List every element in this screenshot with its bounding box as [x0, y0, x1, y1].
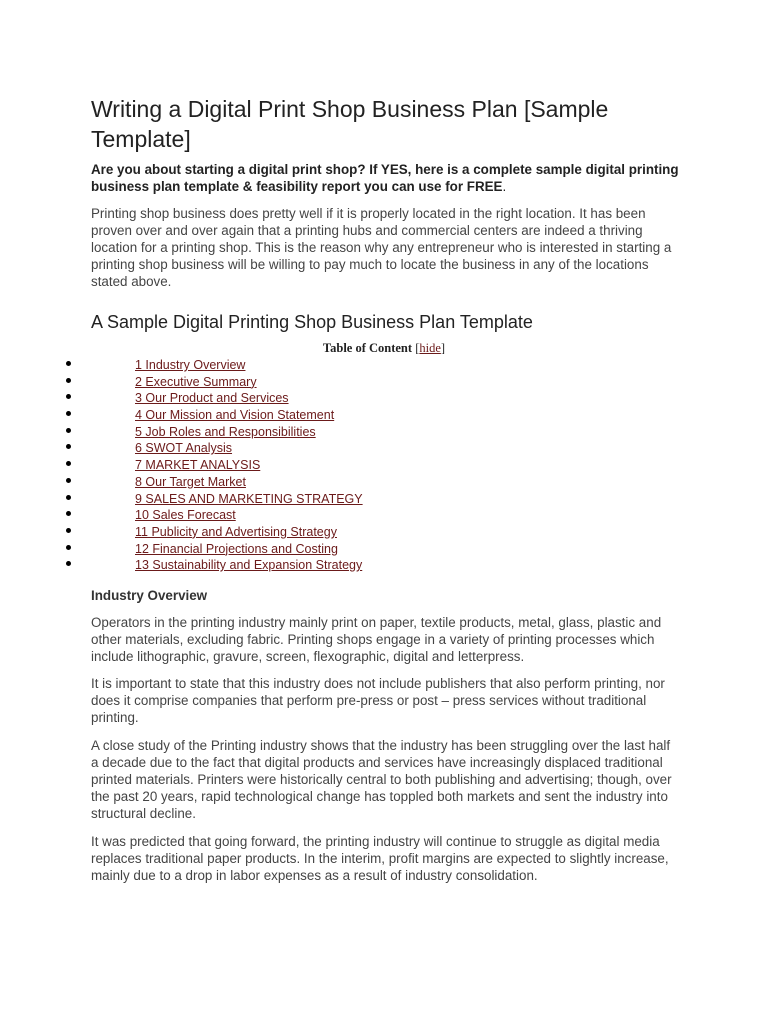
bullet-icon	[66, 394, 71, 399]
industry-paragraph-2: It is important to state that this industry does not include publishers that also perform printing, nor does it comprise companies that perform pre-press or post – press services without traditional printing.	[91, 676, 665, 725]
bullet-icon	[66, 444, 71, 449]
industry-paragraph-1: Operators in the printing industry mainly print on paper, textile products, metal, glass, plastic and other materials, excluding fabric. Printing shops engage in a variety of printing processes which include lithographic, gravure, screen, flexographic, digital and letterpress.	[91, 615, 662, 664]
toc-link[interactable]: 4 Our Mission and Vision Statement	[135, 408, 335, 423]
toc-link[interactable]: 3 Our Product and Services	[135, 391, 289, 406]
toc-hide-link[interactable]: hide	[419, 341, 441, 355]
toc-link[interactable]: 13 Sustainability and Expansion Strategy	[135, 558, 363, 573]
toc-title	[0, 341, 768, 356]
toc-link[interactable]: 6 SWOT Analysis	[135, 441, 233, 456]
toc-link[interactable]: 11 Publicity and Advertising Strategy	[135, 524, 337, 539]
toc-link[interactable]: 8 Our Target Market	[135, 474, 246, 489]
toc-link[interactable]: 5 Job Roles and Responsibilities	[135, 424, 316, 439]
toc-link[interactable]: 12 Financial Projections and Costing	[135, 541, 338, 556]
bullet-icon	[66, 528, 71, 533]
intro-body-paragraph: Printing shop business does pretty well if it is properly located in the right location. It has been proven over and over again that a printing hubs and commercial centers are indeed a thriving location for a printing shop. This is the reason why any entrepreneur who is interested in starting a printing shop business will be willing to pay much to locate the business in any of the locations stated above.	[91, 206, 672, 289]
bullet-icon	[66, 361, 71, 366]
section-title: A Sample Digital Printing Shop Business Plan Template	[91, 312, 533, 332]
toc-link[interactable]: 1 Industry Overview	[135, 358, 246, 372]
bullet-icon	[66, 495, 71, 500]
industry-paragraph-3: A close study of the Printing industry shows that the industry has been struggling over the last half a decade due to the fact that digital products and services have increasingly displaced traditional printed materials. Printers were historically central to both publishing and advertising; though, over the past 20 years, rapid technological change has toppled both markets and sent the industry into structural decline.	[91, 738, 672, 821]
bullet-icon	[66, 428, 71, 433]
intro-paragraph	[91, 161, 691, 195]
toc-title-text: Table of Content	[322, 341, 413, 355]
bullet-icon	[66, 545, 71, 550]
bullet-icon	[66, 561, 71, 566]
toc-hide-open: [	[412, 341, 420, 355]
industry-paragraph-4: It was predicted that going forward, the printing industry will continue to struggle as digital media replaces traditional paper products. In the interim, profit margins are expected to slightly increase, mainly due to a drop in labor expenses as a result of industry consolidation.	[91, 834, 669, 883]
intro-tail-text: .	[502, 179, 507, 194]
toc-link[interactable]: 7 MARKET ANALYSIS	[135, 458, 261, 473]
toc-hide-close: ]	[440, 341, 446, 355]
bullet-icon	[66, 511, 71, 516]
bullet-icon	[66, 411, 71, 416]
article-title: Writing a Digital Print Shop Business Plan [Sample Template]	[91, 96, 609, 152]
toc-link[interactable]: 2 Executive Summary	[135, 374, 257, 389]
bullet-icon	[66, 378, 71, 383]
intro-bold-text: Are you about starting a digital print shop? If YES, here is a complete sample digital printing business plan template & feasibility report you can use for FREE	[91, 162, 679, 194]
industry-overview-heading: Industry Overview	[91, 588, 208, 603]
bullet-icon	[66, 461, 71, 466]
toc-link[interactable]: 10 Sales Forecast	[135, 508, 236, 523]
bullet-icon	[66, 478, 71, 483]
toc-link[interactable]: 9 SALES AND MARKETING STRATEGY	[135, 491, 363, 506]
